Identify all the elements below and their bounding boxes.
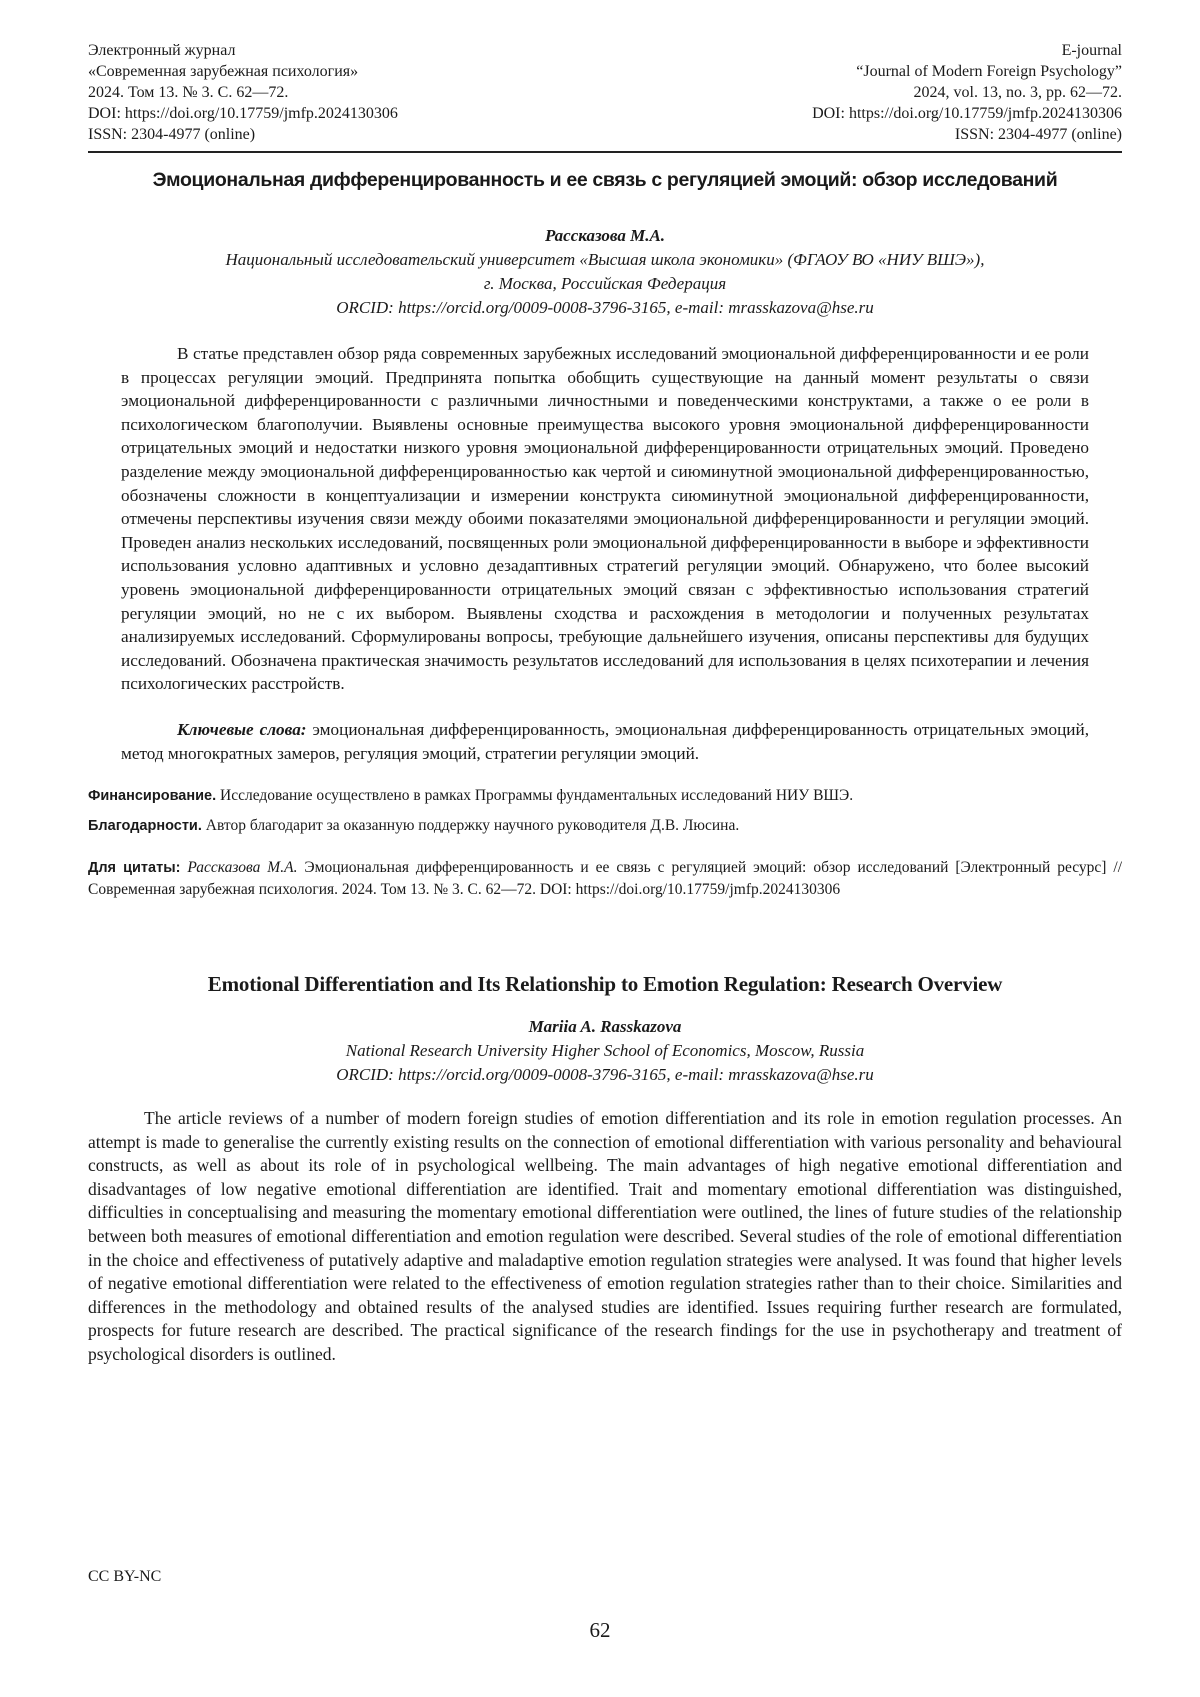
citation-label: Для цитаты: bbox=[88, 860, 181, 877]
article-title-ru: Эмоциональная дифференцированность и ее связь с регуляцией эмоций: обзор исследований bbox=[152, 169, 1058, 191]
header-line: 2024, vol. 13, no. 3, pp. 62—72. bbox=[913, 84, 1122, 101]
header-line: “Journal of Modern Foreign Psychology” bbox=[856, 63, 1122, 80]
page-number: 62 bbox=[589, 1618, 611, 1642]
abstract-text-ru: В статье представлен обзор ряда современных зарубежных исследований эмоциональной дифференцированности и ее роли в процессах регуляции эмоций. Предпринята попытка обобщить существующие на данный момент результаты о связи эмоциональной дифференцированности с различными личностными и поведенческими конструктами, а также о ее роли в психологическом благополучии. Выявлены основные преимущества высокого уровня эмоциональной дифференцированности отрицательных эмоций и недостатки низкого уровня эмоциональной дифференцированности отрицательных эмоций. Проведено разделение между эмоциональной дифференцированностью как чертой и сиюминутной эмоциональной дифференцированностью, обозначены сложности в концептуализации и измерении конструкта сиюминутной эмоциональной дифференцированности, отмечены перспективы изучения связи между обоими показателями эмоциональной дифференцированности и регуляции эмоций. Проведен анализ нескольких исследований, посвященных роли эмоциональной дифференцированности в выборе и эффективности использования условно адаптивных и условно дезадаптивных стратегий регуляции эмоций. Обнаружено, что более высокий уровень эмоциональной дифференцированности отрицательных эмоций связан с эффективностью использования стратегий регуляции эмоций, но не с их выбором. Выявлены сходства и расхождения в методологии и полученных результатах анализируемых исследований. Сформулированы вопросы, требующие дальнейшего изучения, описаны перспективы для будущих исследований. Обозначена практическая значимость результатов исследований для использования в целях психотерапии и лечения психологических расстройств. bbox=[121, 344, 1089, 694]
acknowledgements bbox=[88, 815, 1122, 837]
header-line: Электронный журнал bbox=[88, 42, 236, 59]
license-label: CC BY-NC bbox=[88, 1568, 162, 1585]
abstract-en bbox=[88, 1107, 1122, 1367]
author-block-ru bbox=[88, 224, 1122, 320]
funding-text: Исследование осуществлено в рамках Программы фундаментальных исследований НИУ ВШЭ. bbox=[220, 787, 854, 805]
citation-author: Рассказова М.А. bbox=[187, 859, 298, 877]
page bbox=[88, 40, 1122, 1367]
keywords-ru bbox=[121, 718, 1089, 765]
header-line: E-journal bbox=[1061, 42, 1122, 59]
acknowledgements-label: Благодарности. bbox=[88, 818, 202, 835]
header-line: «Современная зарубежная психология» bbox=[88, 63, 359, 80]
journal-header-ru bbox=[88, 40, 398, 145]
author-block-en bbox=[88, 1015, 1122, 1087]
abstract-ru bbox=[121, 342, 1089, 696]
author-name-ru: Рассказова М.А. bbox=[544, 226, 666, 245]
journal-header bbox=[88, 40, 1122, 145]
article-title-en: Emotional Differentiation and Its Relationship to Emotion Regulation: Research Overview bbox=[207, 972, 1003, 997]
header-line: DOI: https://doi.org/10.17759/jmfp.2024130306 bbox=[88, 105, 398, 122]
citation bbox=[88, 857, 1122, 900]
journal-header-en bbox=[812, 40, 1122, 145]
header-divider bbox=[88, 151, 1122, 153]
affiliation-ru: Национальный исследовательский университет «Высшая школа экономики» (ФГАОУ ВО «НИУ ВШЭ»), bbox=[225, 250, 985, 269]
header-line: ISSN: 2304-4977 (online) bbox=[954, 126, 1122, 143]
affiliation-city-ru: г. Москва, Российская Федерация bbox=[483, 274, 727, 293]
header-line: 2024. Том 13. № 3. С. 62—72. bbox=[88, 84, 289, 101]
orcid-ru: ORCID: https://orcid.org/0009-0008-3796-3165, e-mail: mrasskazova@hse.ru bbox=[336, 298, 874, 317]
keywords-label: Ключевые слова: bbox=[177, 719, 307, 739]
affiliation-en: National Research University Higher School of Economics, Moscow, Russia bbox=[345, 1041, 865, 1061]
header-line: ISSN: 2304-4977 (online) bbox=[88, 126, 256, 143]
funding-label: Финансирование. bbox=[88, 788, 217, 805]
header-line: DOI: https://doi.org/10.17759/jmfp.2024130306 bbox=[812, 105, 1122, 122]
author-name-en: Mariia A. Rasskazova bbox=[528, 1017, 682, 1037]
funding bbox=[88, 785, 1122, 807]
citation-text: Эмоциональная дифференцированность и ее связь с регуляцией эмоций: обзор исследований [Электронный ресурс] // Современная зарубежная психология. 2024. Том 13. № 3. С. 62—72. DOI: https://doi.org/10.17759/jmfp.2024130306 bbox=[88, 859, 1123, 899]
abstract-text-en: The article reviews of a number of modern foreign studies of emotion differentiation and its role in emotion regulation processes. An attempt is made to generalise the currently existing results on the connection of emotional differentiation with various personality and behavioural constructs, as well as about its role of in psychological wellbeing. The main advantages of high negative emotional differentiation and disadvantages of low negative emotional differentiation are identified. Trait and momentary emotional differentiation was distinguished, difficulties in conceptualising and measuring the momentary emotional differentiation were outlined, the lines of future studies of the relationship between both measures of emotional differentiation and emotion regulation were described. Several studies of the role of emotional differentiation in the choice and effectiveness of putatively adaptive and maladaptive emotion regulation strategies were analysed. It was found that higher levels of negative emotional differentiation were related to the effectiveness of emotion regulation strategies rather than to their choice. Similarities and differences in the methodology and obtained results of the analysed studies are identified. Issues requiring further research are formulated, prospects for future research are described. The practical significance of the research findings for the use in psychotherapy and treatment of psychological disorders is outlined. bbox=[88, 1108, 1122, 1365]
orcid-en: ORCID: https://orcid.org/0009-0008-3796-3165, e-mail: mrasskazova@hse.ru bbox=[336, 1065, 874, 1085]
acknowledgements-text: Автор благодарит за оказанную поддержку научного руководителя Д.В. Люсина. bbox=[205, 817, 740, 835]
keywords-text: эмоциональная дифференцированность, эмоциональная дифференцированность отрицательных эмоций, метод многократных замеров, регуляция эмоций, стратегии регуляции эмоций. bbox=[121, 719, 1089, 763]
